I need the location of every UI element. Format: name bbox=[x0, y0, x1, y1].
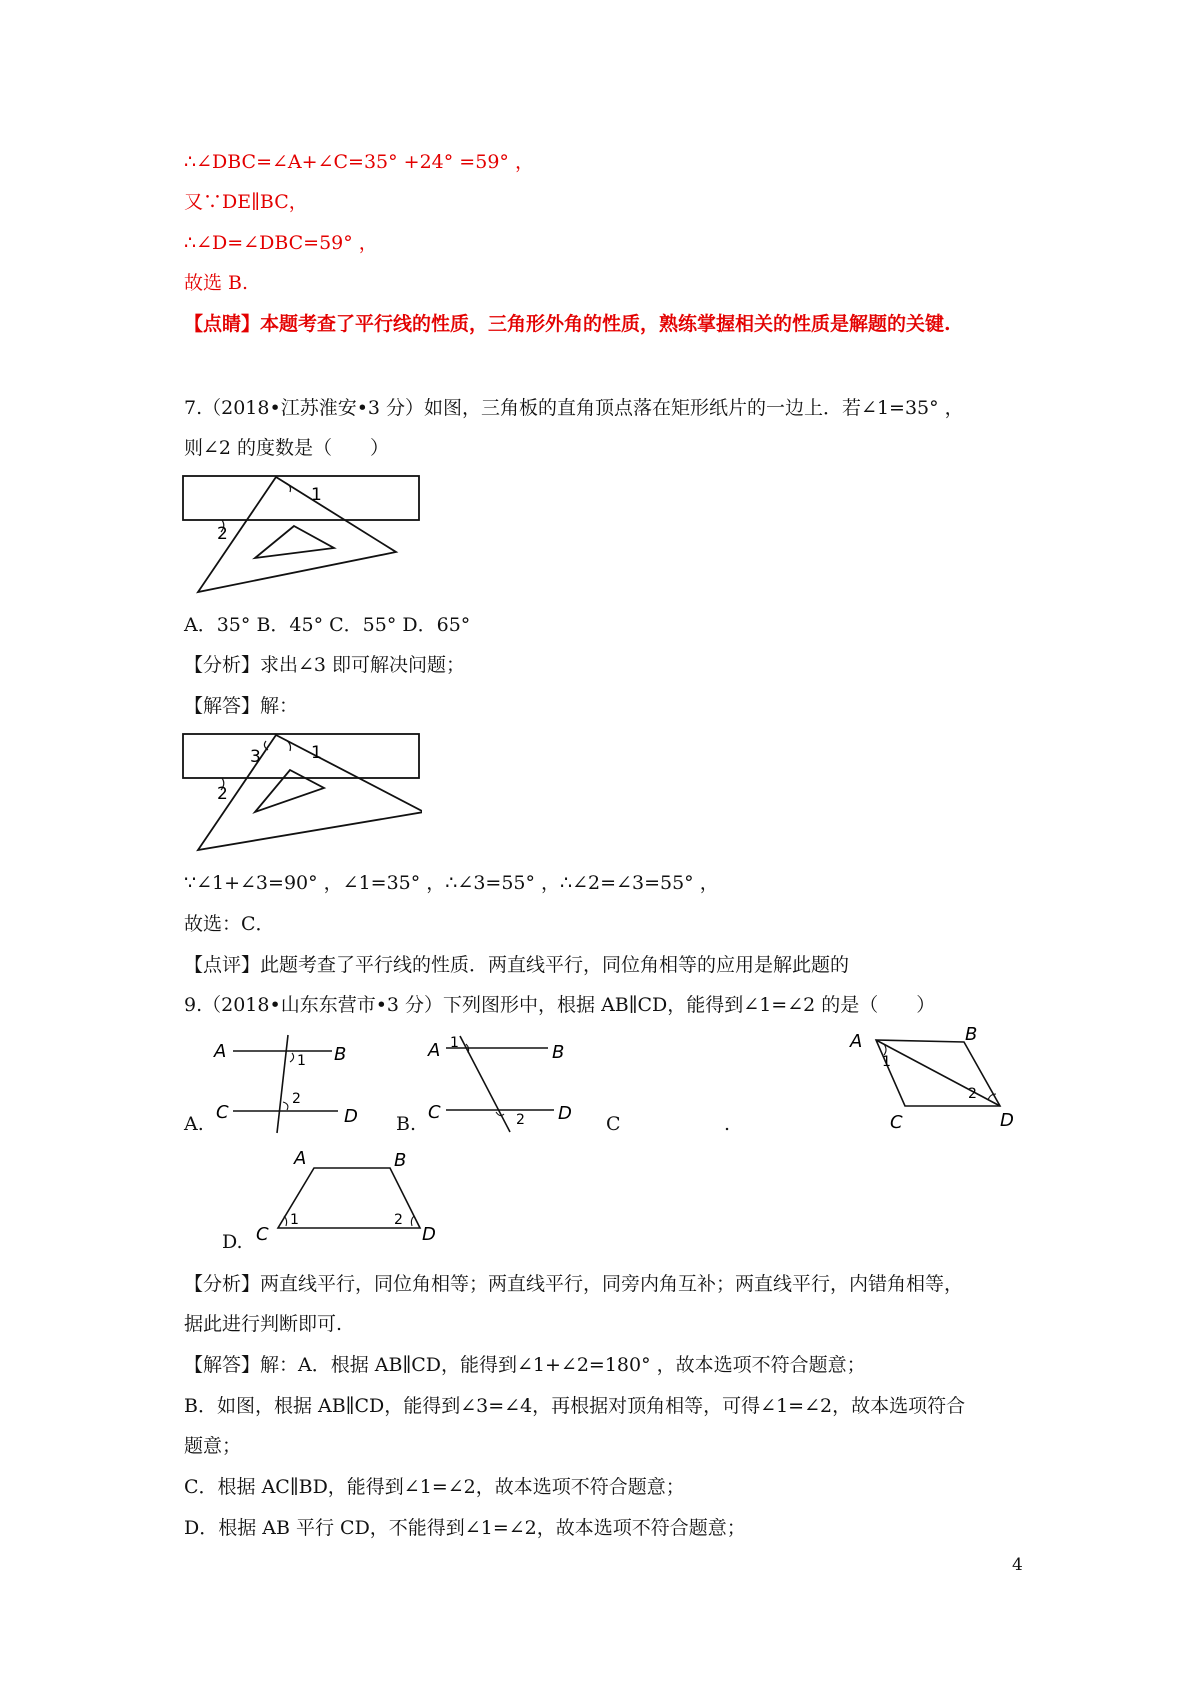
label-C: C bbox=[890, 1112, 903, 1132]
label-D: D bbox=[344, 1106, 358, 1127]
label-B: B bbox=[552, 1042, 565, 1063]
label-A: A bbox=[214, 1041, 227, 1062]
angle-label-1: 1 bbox=[882, 1054, 891, 1070]
q7-analysis: 【分析】求出∠3 即可解决问题； bbox=[184, 654, 466, 676]
triangle-inner bbox=[255, 526, 334, 558]
q9-option-c-label: C bbox=[606, 1113, 621, 1135]
rectangle-paper bbox=[183, 734, 419, 778]
label-C: C bbox=[216, 1102, 229, 1123]
q9-figure-a bbox=[210, 1030, 370, 1135]
label-A: A bbox=[850, 1031, 863, 1052]
transversal-line bbox=[460, 1036, 510, 1132]
q7-stem-line2: 则∠2 的度数是（ ） bbox=[184, 437, 390, 459]
label-D: D bbox=[422, 1224, 436, 1245]
angle-label-1: 1 bbox=[450, 1035, 459, 1051]
q9-option-a-label: A. bbox=[184, 1113, 204, 1135]
q7-choice: 故选：C． bbox=[184, 913, 275, 935]
label-B: B bbox=[394, 1150, 407, 1171]
triangle-inner bbox=[255, 770, 324, 812]
label-C: C bbox=[256, 1224, 269, 1245]
angle-label-1: 1 bbox=[311, 485, 322, 505]
label-D: D bbox=[558, 1103, 572, 1124]
label-C: C bbox=[428, 1102, 441, 1123]
q9-solution-line2: B．如图，根据 AB∥CD，能得到∠3=∠4，再根据对顶角相等，可得∠1=∠2，故本选项符合 bbox=[184, 1395, 966, 1417]
answer-line-2: 又∵DE∥BC， bbox=[184, 191, 308, 213]
q7-comment: 【点评】此题考查了平行线的性质．两直线平行，同位角相等的应用是解此题的 bbox=[184, 954, 850, 976]
q9-option-c-dot: . bbox=[724, 1113, 731, 1135]
q9-option-d-label: D. bbox=[222, 1231, 243, 1253]
label-B: B bbox=[334, 1044, 347, 1065]
label-D: D bbox=[1000, 1110, 1014, 1131]
q9-figure-d bbox=[250, 1148, 450, 1248]
angle-label-2: 2 bbox=[516, 1112, 525, 1128]
q7-stem-line1: 7.（2018•江苏淮安•3 分）如图，三角板的直角顶点落在矩形纸片的一边上．若∠1=35° ， bbox=[184, 397, 964, 419]
angle-label-2: 2 bbox=[968, 1086, 977, 1102]
label-B: B bbox=[965, 1024, 978, 1045]
angle-label-2: 2 bbox=[292, 1091, 301, 1107]
q7-solution-head: 【解答】解： bbox=[184, 695, 299, 717]
q9-stem: 9.（2018•山东东营市•3 分）下列图形中，根据 AB∥CD，能得到∠1=∠2 的是（ ） bbox=[184, 994, 936, 1016]
label-A: A bbox=[294, 1148, 307, 1169]
q9-solution-line3: 题意； bbox=[184, 1435, 242, 1457]
q7-solution-figure bbox=[182, 732, 422, 856]
angle-label-2: 2 bbox=[217, 784, 228, 804]
q9-solution-line5: D．根据 AB 平行 CD，不能得到∠1=∠2，故本选项不符合题意； bbox=[184, 1517, 746, 1539]
answer-line-3: ∴∠D=∠DBC=59° ， bbox=[184, 232, 378, 254]
answer-line-1: ∴∠DBC=∠A+∠C=35° +24° =59° ， bbox=[184, 151, 534, 173]
label-A: A bbox=[428, 1040, 441, 1061]
angle-label-3: 3 bbox=[250, 747, 261, 767]
q7-options: A．35° B．45° C．55° D．65° bbox=[184, 614, 471, 636]
answer-comment: 【点睛】本题考查了平行线的性质，三角形外角的性质，熟练掌握相关的性质是解题的关键. bbox=[184, 313, 951, 335]
rectangle-paper bbox=[183, 476, 419, 520]
angle-label-1: 1 bbox=[290, 1212, 299, 1228]
q7-figure bbox=[182, 474, 422, 598]
q7-solution: ∵∠1+∠3=90° ，∠1=35° ，∴∠3=55° ，∴∠2=∠3=55° ， bbox=[184, 872, 719, 894]
angle-label-2: 2 bbox=[394, 1212, 403, 1228]
q9-figure-c bbox=[840, 1022, 1025, 1132]
q9-analysis-line1: 【分析】两直线平行，同位角相等；两直线平行，同旁内角互补；两直线平行，内错角相等， bbox=[184, 1273, 964, 1295]
answer-line-4: 故选 B. bbox=[184, 272, 249, 294]
page-number: 4 bbox=[1012, 1555, 1023, 1575]
q9-analysis-line2: 据此进行判断即可. bbox=[184, 1313, 343, 1335]
q9-option-b-label: B. bbox=[396, 1113, 417, 1135]
q9-solution-line4: C．根据 AC∥BD，能得到∠1=∠2，故本选项不符合题意； bbox=[184, 1476, 685, 1498]
angle-label-1: 1 bbox=[297, 1053, 306, 1069]
q9-solution-line1: 【解答】解：A．根据 AB∥CD，能得到∠1+∠2=180° ，故本选项不符合题意； bbox=[184, 1354, 866, 1376]
angle-label-1: 1 bbox=[311, 743, 322, 763]
transversal-line bbox=[277, 1035, 288, 1133]
q9-figure-b bbox=[424, 1030, 584, 1135]
angle-label-2: 2 bbox=[217, 524, 228, 544]
